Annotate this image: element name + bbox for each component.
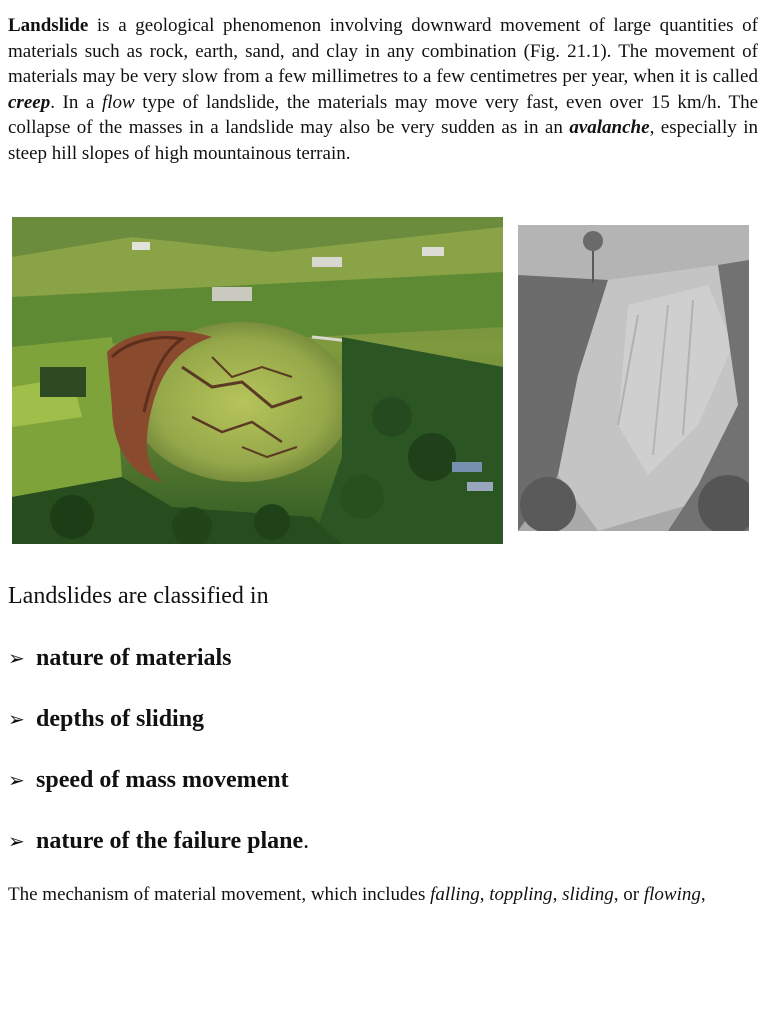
mechanism-paragraph — [8, 882, 758, 908]
classification-item-label: depths of sliding — [36, 706, 205, 732]
classification-heading: Landslides are classified in — [8, 583, 269, 609]
intro-text-4: , especially in steep hill slopes of high mountainous terrain. — [8, 117, 758, 164]
term-creep: creep — [8, 91, 51, 113]
right-arrowhead-icon: ➢ — [8, 707, 25, 731]
mechanism-text-2: , — [700, 884, 706, 905]
term-flow: flow — [101, 91, 135, 113]
mechanism-sep: , or — [613, 884, 644, 905]
slope-landslide-photo — [518, 225, 749, 531]
classification-item — [8, 642, 232, 674]
term-avalanche: avalanche — [569, 117, 650, 139]
classification-item-label: nature of materials — [36, 645, 232, 671]
term-sliding: sliding — [562, 884, 614, 905]
classification-item-label: speed of mass movement — [36, 767, 289, 793]
aerial-landslide-photo — [12, 217, 503, 544]
classification-item — [8, 703, 204, 735]
intro-text-2: . In a — [50, 91, 102, 113]
classification-item-suffix: . — [303, 828, 310, 854]
mechanism-text-1: The mechanism of material movement, which includes — [8, 884, 431, 905]
mechanism-sep: , — [479, 884, 490, 905]
mechanism-sep: , — [552, 884, 563, 905]
term-flowing: flowing — [643, 884, 701, 905]
term-landslide: Landslide — [8, 15, 89, 36]
term-falling: falling — [430, 884, 480, 905]
classification-item — [8, 764, 289, 796]
intro-text-1: is a geological phenomenon involving downward movement of large quantities of materials such as rock, earth, sand, and clay in any combination (Fig. 21.1). The movement of materials may be very slow from a few millimetres to a few centimetres per year, when it is called — [8, 15, 758, 88]
intro-paragraph — [8, 13, 758, 167]
term-toppling: toppling — [489, 884, 553, 905]
right-arrowhead-icon: ➢ — [8, 829, 25, 853]
classification-item-label: nature of the failure plane — [36, 828, 304, 854]
right-arrowhead-icon: ➢ — [8, 768, 25, 792]
intro-text-3: type of landslide, the materials may move very fast, even over 15 km/h. The collapse of the masses in a landslide may also be very sudden as in an — [8, 91, 758, 139]
right-arrowhead-icon: ➢ — [8, 646, 25, 670]
classification-item — [8, 825, 309, 857]
